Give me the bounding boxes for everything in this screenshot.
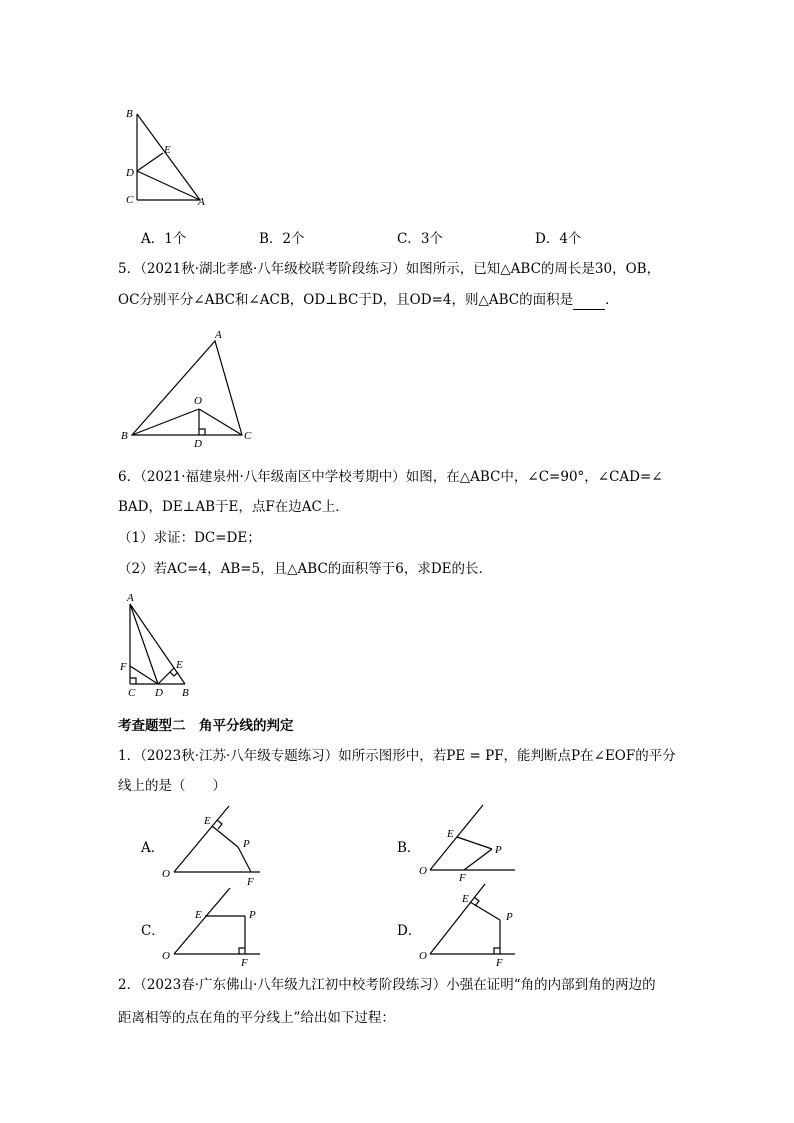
q4-option-c: C．3个 — [397, 231, 443, 247]
q5-label-d: D — [194, 438, 202, 450]
s2q1-d-label-f: F — [496, 957, 503, 969]
q5-text-line1: 5．（2021秋·湖北孝感·八年级校联考阶段练习）如图所示，已知△ABC的周长是30，OB， — [118, 261, 661, 277]
s2q1-option-c-figure — [160, 888, 270, 969]
s2q1-a-label-o: O — [162, 868, 170, 880]
s2q1-option-a-letter: A． — [141, 840, 165, 856]
s2q1-b-label-p: P — [495, 844, 502, 856]
s2q1-option-b-letter: B． — [397, 840, 421, 856]
s2q1-b-label-f: F — [459, 872, 466, 884]
q4-label-c: C — [126, 194, 134, 206]
s2q1-c-label-f: F — [241, 957, 248, 969]
q4-figure — [120, 100, 220, 210]
q5-label-b: B — [121, 430, 128, 442]
s2q2-text-line1: 2．（2023春·广东佛山·八年级九江初中校考阶段练习）小强在证明“角的内部到角的两边的 — [118, 977, 656, 993]
q5-label-o: O — [194, 395, 202, 407]
s2q1-option-a-figure — [160, 805, 270, 890]
s2q1-d-label-o: O — [419, 950, 427, 962]
s2q1-d-label-p: P — [506, 911, 513, 923]
s2q1-b-label-e: E — [447, 828, 454, 840]
s2q2-text-line2: 距离相等的点在角的平分线上”给出如下过程： — [118, 1010, 395, 1026]
s2q1-option-c-letter: C． — [141, 923, 165, 939]
q6-sub2: （2）若AC=4，AB=5，且△ABC的面积等于6，求DE的长． — [118, 561, 493, 577]
q5-text-line2a: OC分别平分∠ABC和∠ACB，OD⊥BC于D，且OD=4，则△ABC的面积是 — [118, 292, 574, 308]
q4-option-a: A．1个 — [141, 231, 187, 247]
s2q1-text-line2: 线上的是（ ） — [118, 778, 226, 794]
q4-option-b: B．2个 — [259, 231, 305, 247]
q4-label-d: D — [126, 167, 134, 179]
q5-figure — [118, 325, 268, 450]
q5-label-a: A — [215, 329, 222, 341]
answer-blank — [573, 295, 605, 310]
s2q1-a-label-p: P — [243, 838, 250, 850]
s2q1-text-line1: 1．（2023秋·江苏·八年级专题练习）如所示图形中，若PE = PF，能判断点P在∠EOF的平分 — [118, 748, 676, 764]
q6-label-f: F — [120, 661, 127, 673]
s2q1-c-label-p: P — [249, 909, 256, 921]
s2q1-option-d-letter: D． — [397, 923, 422, 939]
q4-label-b: B — [126, 108, 133, 120]
q6-text-line1: 6．（2021·福建泉州·八年级南区中学校考期中）如图，在△ABC中，∠C=90°，∠CAD=∠ — [118, 469, 663, 485]
s2q1-b-label-o: O — [419, 865, 427, 877]
section-title: 考查题型二 角平分线的判定 — [118, 718, 294, 734]
s2q1-d-label-e: E — [462, 893, 469, 905]
q5-text-line2b: ． — [605, 292, 619, 308]
s2q1-c-label-e: E — [195, 909, 202, 921]
s2q1-c-label-o: O — [162, 950, 170, 962]
q4-label-a: A — [198, 196, 205, 208]
q4-label-e: E — [164, 144, 171, 156]
q5-text-line2 — [118, 290, 619, 310]
q6-label-a: A — [127, 592, 134, 604]
s2q1-option-b-figure — [415, 805, 525, 884]
q6-sub1: （1）求证：DC=DE； — [118, 530, 261, 546]
q4-option-d: D．4个 — [535, 231, 582, 247]
q6-label-c: C — [128, 687, 136, 699]
q6-label-e: E — [176, 659, 183, 671]
q5-label-c: C — [244, 430, 252, 442]
q6-figure — [118, 592, 208, 702]
q6-label-d: D — [155, 687, 163, 699]
s2q1-option-d-figure — [415, 884, 525, 969]
s2q1-a-label-e: E — [204, 815, 211, 827]
q6-label-b: B — [182, 687, 189, 699]
q6-text-line2: BAD，DE⊥AB于E，点F在边AC上． — [118, 499, 349, 515]
s2q1-a-label-f: F — [247, 876, 254, 888]
